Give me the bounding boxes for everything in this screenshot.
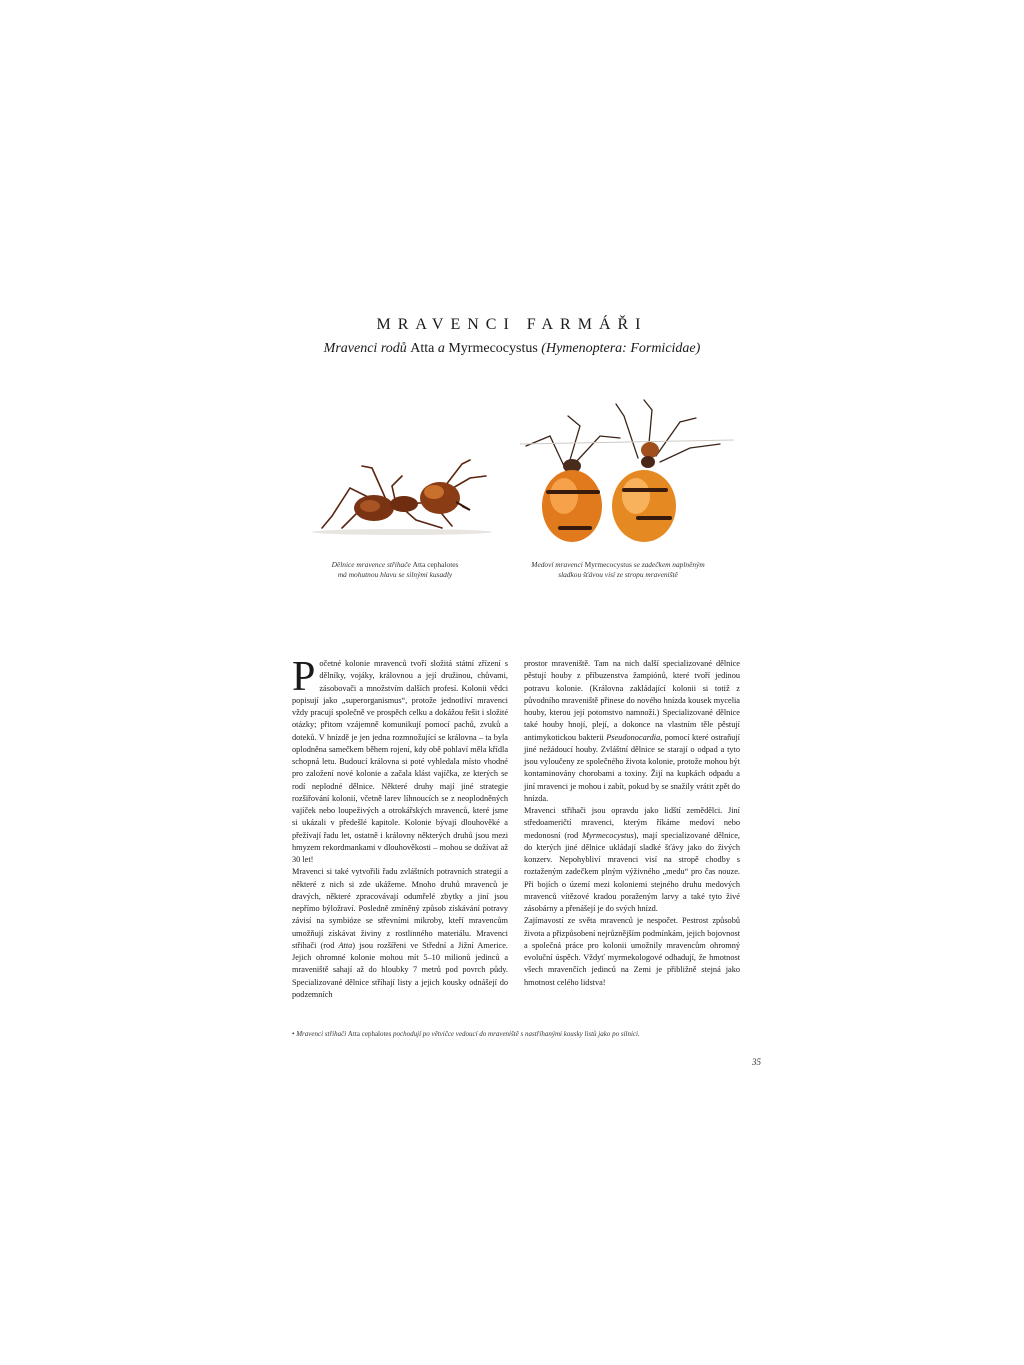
caption-text: se zadečkem naplněným: [631, 560, 705, 569]
genus-name: Atta: [338, 940, 353, 950]
paragraph-text: ) jsou rozšířeni ve Střední a Jižní Americe. Jejich ohromné kolonie mohou mít 5–10 milionů jedinců a mraveniště sahají až do hloubky 7 metrů pod povrch půdy. Specializované dělnice stříhají listy a jejich kousky odnášejí do podzemních: [292, 940, 508, 999]
footnote-species: Atta cephalotes: [347, 1030, 392, 1038]
caption-species: Atta cephalotes: [412, 560, 459, 569]
caption-text: Dělnice mravence střihače: [331, 560, 413, 569]
paragraph: [524, 658, 740, 805]
caption-text: sladkou šťávou visí ze stropu mraveniště: [558, 570, 678, 579]
subtitle-genus: Myrmecocystus: [448, 341, 538, 356]
caption-species: Myrmecocystus: [584, 560, 632, 569]
page-title: MRAVENCI FARMÁŘI: [376, 316, 648, 333]
paragraph-text: Mravenci si také vytvořili řadu zvláštních potravních strategií a některé z nich si zde ukážeme. Mnoho druhů mravenců je dravých, některé zpracovávají odumřelé zbytky a jiní jsou nepřímo býložraví. Posledně zmíněný způsob získávání potravy závisí na symbióze se střevními mikroby, kteří mravencům umožňují získávat živiny z rostlinného materiálu. Mravenci střihači (rod: [292, 867, 508, 950]
paragraph-text: prostor mraveniště. Tam na nich další specializované dělnice pěstují houby z příbuzenstva žampiónů, které tvoří jedinou potravu kolonie. (Královna zakládající kolonii si totiž z původního mraveniště přinese do nového hnízda kousek mycelia houby, kterou její potomstvo namnoží.) Specializované dělnice také houby hnojí, plejí, a dokonce na vlastním těle pěstují antimykotickou bakterii: [524, 659, 740, 742]
paragraph: [292, 654, 508, 866]
subtitle-part: Mravenci rodů: [323, 341, 411, 356]
subtitle-part: a: [434, 341, 449, 356]
drop-cap: P: [292, 654, 316, 700]
paragraph-text: Mravenci střihači jsou opravdu jako lidští zemědělci. Jiní středoameričtí mravenci, kterým říkáme medoví nebo medonosní (rod: [524, 806, 740, 840]
paragraph-text: Zajímavostí ze světa mravenců je nespočet. Pestrost způsobů života a přizpůsobení nejrůznějším podmínkám, jejich bojovnost a společná práce pro kolonii umožnily mravencům ohromný evoluční úspěch. Vždyť myrmekologové odhadují, že hmotnost všech mravenčích jedinců na Zemi je přibližně stejná jako hmotnost celého lidstva!: [524, 916, 740, 987]
illustration-caption-right: [520, 560, 716, 580]
page-number: 35: [752, 1057, 761, 1067]
subtitle-genus: Atta: [410, 341, 435, 356]
subtitle-part: (Hymenoptera: Formicidae): [537, 341, 701, 356]
text-column-right: [524, 658, 740, 989]
honeypot-ants-illustration: [520, 396, 734, 546]
paragraph: [524, 805, 740, 915]
footnote-text: pochodují po větvičce vedoucí do mraveniště s nastříhanými kousky listů jako po silnici.: [391, 1030, 640, 1038]
caption-text: Medoví mravenci: [531, 560, 585, 569]
paragraph: [524, 915, 740, 989]
paragraph-text: , pomocí které ostraňují jiné nežádoucí houby. Zvláštní dělnice se starají o odpad a tyto jsou vyloučeny ze společného života kolonie, protože mohou být kontaminovány chorobami a toxiny. Žijí na kupkách odpadu a jiní mravenci je mohou i zabít, pokud by se snažily vrátit zpět do hnízda.: [524, 732, 740, 803]
footnote-text: Mravenci střihači: [294, 1030, 348, 1038]
genus-name: Pseudonocardia: [606, 732, 661, 742]
text-column-left: [292, 654, 508, 1001]
genus-name: Myrmecocystus: [582, 830, 634, 840]
page-subtitle: [0, 341, 1024, 357]
paragraph-text: ), mají specializované dělnice, do kterých jiné dělnice ukládají sladké šťávy jako do živých konzerv. Nepohybliví mravenci visí na stropě chodby s roztaženým zadečkem plným výživného „medu“ pro čas nouze. Při bojích o území mezi koloniemi stejného druhu medových mravenců vítězové kradou poraženým larvy a také tyto živé zásobárny a přenášejí je do svých hnízd.: [524, 830, 740, 913]
footnote: [292, 1030, 762, 1038]
illustration-caption-left: [300, 560, 490, 580]
caption-text: má mohutnou hlavu se silnými kusadly: [337, 570, 453, 579]
paragraph: [292, 866, 508, 1001]
footnote-bullet: •: [292, 1030, 295, 1038]
paragraph-text: očetné kolonie mravenců tvoří složitá státní zřízení s dělníky, vojáky, královnou a její družinou, chůvami, zásobovači a množstvím dalších profesí. Kolonii vědci popisují jako „superorganismus“, protože jednotliví mravenci vždy pracují společně ve prospěch celku a dokážou řešit i složité otázky; přitom vzájemně komunikují pomocí pachů, zvuků a doteků. V hnízdě je jen jedna rozmnožující se královna – ta byla oplodněna samečkem během rojení, kdy obě pohlaví měla křídla schopná letu. Budoucí královna si poté vyhledala místo vhodné pro založení nové kolonie a začala klást vajíčka, ze kterých se rodí neplodné dělnice. Některé druhy mají jiné strategie rozšiřování kolonií, včetně larev líhnoucích se z neoplodněných vajíček nebo loupeživých a otrokářských mravenců, které jsme si ukázali v předešlé kapitole. Kolonie bývají dlouhověké a přežívají řadu let, ostatně i královny některých druhů jsou mezi hmyzem rekordmankami v dlouhověkosti – mohou se dožívat až 30 let!: [292, 659, 508, 864]
leafcutter-ant-illustration: [292, 446, 516, 536]
